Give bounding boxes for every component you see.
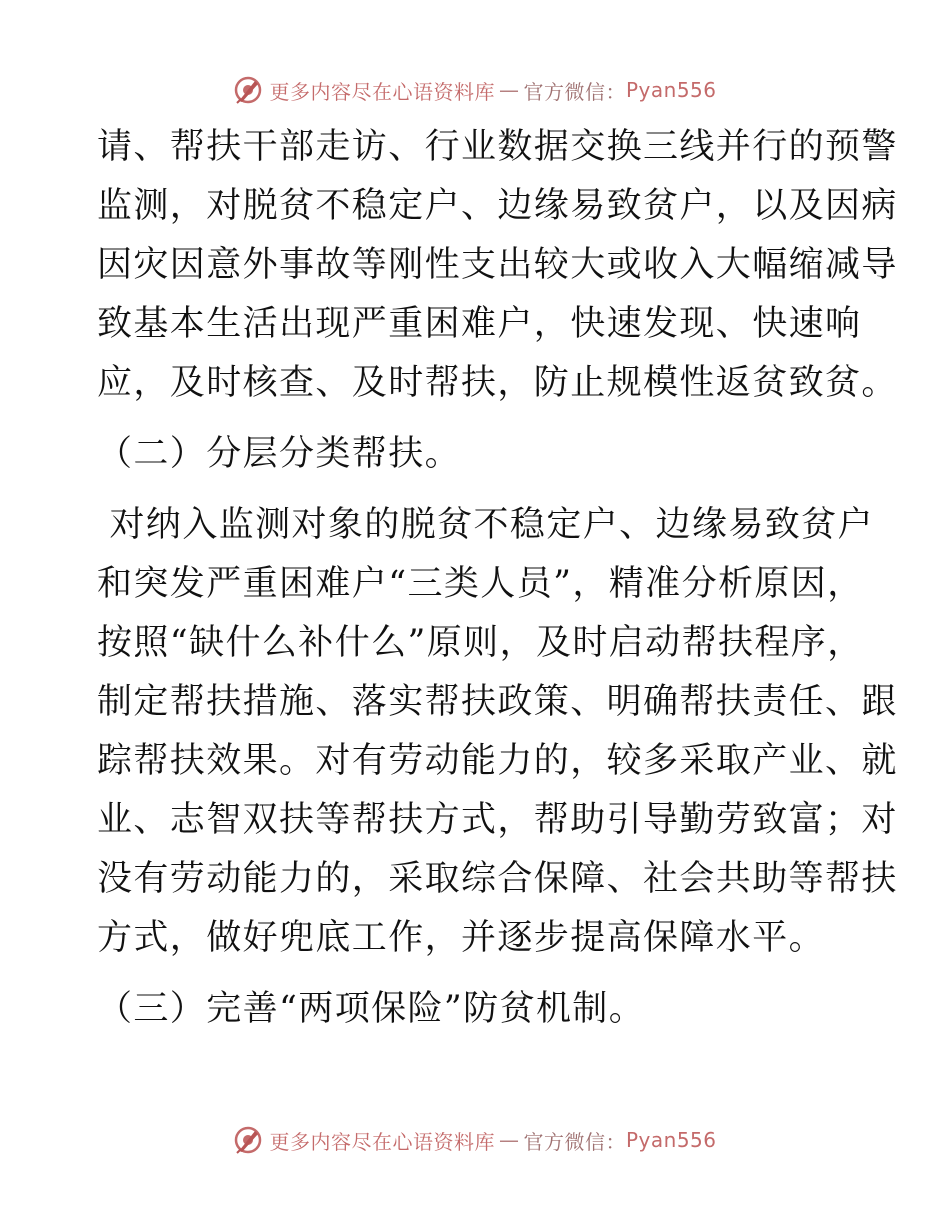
text-line: 和突发严重困难户“三类人员”，精准分析原因， [97,564,864,604]
footer-watermark [0,1120,950,1160]
text-line: 对纳入监测对象的脱贫不稳定户、边缘易致贫户 [97,505,874,545]
text-line: 因灾因意外事故等刚性支出较大或收入大幅缩减导 [97,245,898,285]
paragraph-support [97,496,898,968]
watermark-wechat-id: Pyan556 [625,78,717,102]
text-line: 没有劳动能力的，采取综合保障、社会共助等帮扶 [97,859,898,899]
watermark-site-text: 更多内容尽在心语资料库 [269,1129,495,1154]
heading-line: （二）分层分类帮扶。 [97,434,462,474]
text-line: 按照“缺什么补什么”原则，及时启动帮扶程序， [97,623,864,663]
text-line: 制定帮扶措施、落实帮扶政策、明确帮扶责任、跟 [97,682,898,722]
text-line: 业、志智双扶等帮扶方式，帮助引导勤劳致富；对 [97,800,898,840]
quill-logo-icon [233,75,263,105]
quill-logo-icon [233,1125,263,1155]
section-heading-2 [97,425,857,484]
text-line: 监测，对脱贫不稳定户、边缘易致贫户，以及因病 [97,186,898,226]
header-watermark [0,70,950,110]
text-line: 致基本生活出现严重困难户，快速发现、快速响 [97,304,862,344]
watermark-official-text: 官方微信： [523,1129,626,1154]
section-heading-3 [97,980,857,1039]
watermark-wechat-id: Pyan556 [625,1128,717,1152]
watermark-site-text: 更多内容尽在心语资料库 [269,79,495,104]
text-line: 应，及时核查、及时帮扶，防止规模性返贫致贫。 [97,363,898,403]
text-line: 踪帮扶效果。对有劳动能力的，较多采取产业、就 [97,741,898,781]
document-body [97,118,898,1039]
text-line: 请、帮扶干部走访、行业数据交换三线并行的预警 [97,127,898,167]
watermark-separator: — [498,78,520,102]
text-line: 方式，做好兜底工作，并逐步提高保障水平。 [97,918,826,958]
paragraph-monitoring [97,118,898,413]
watermark-separator: — [498,1128,520,1152]
watermark-official-text: 官方微信： [523,79,626,104]
heading-line: （三）完善“两项保险”防贫机制。 [97,989,646,1029]
